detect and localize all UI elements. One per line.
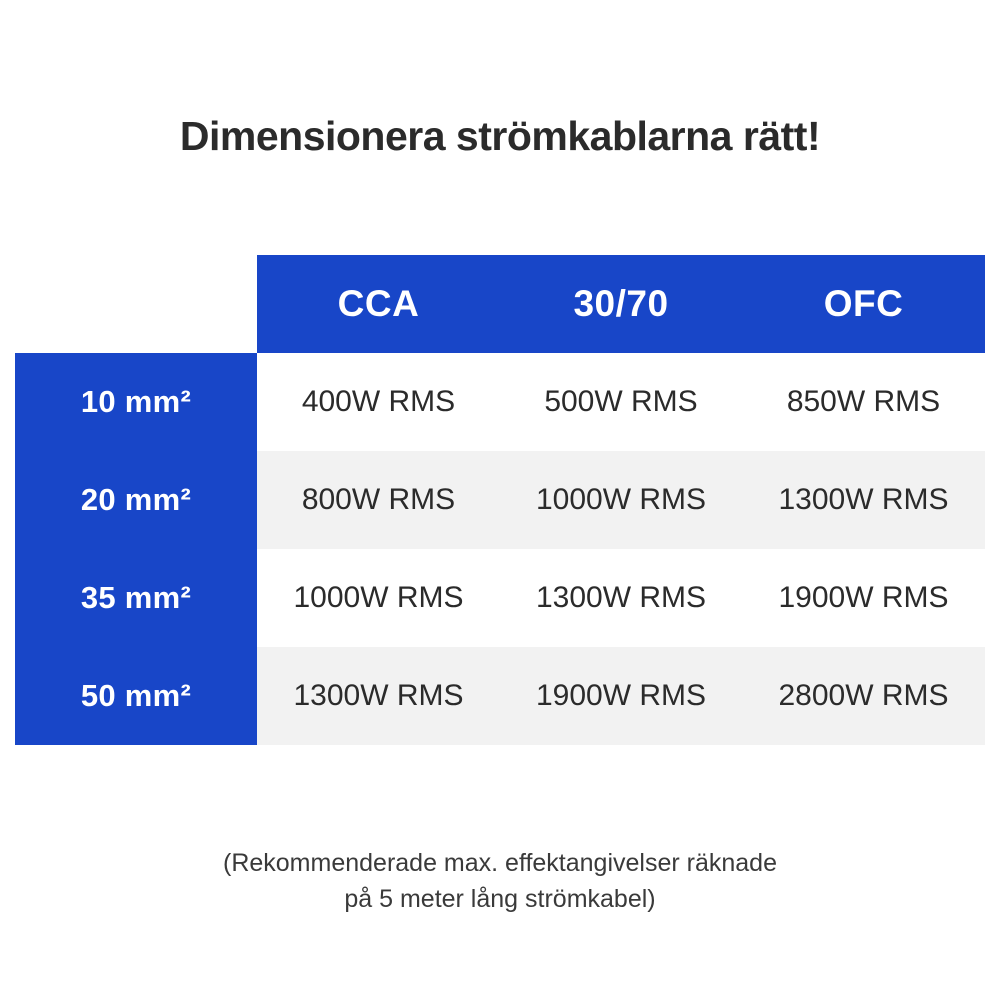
table-corner-cell [15,255,257,353]
cell-35mm2-cca: 1000W RMS [257,549,500,647]
table-row [15,647,985,745]
page-title: Dimensionera strömkablarna rätt! [179,113,821,159]
column-header-ofc: OFC [742,255,985,353]
cell-50mm2-3070: 1900W RMS [500,647,742,745]
footnote-line-1: (Rekommenderade max. effektangivelser räknade [223,849,777,877]
footnote [0,845,1000,918]
column-header-cca: CCA [257,255,500,353]
cell-35mm2-3070: 1300W RMS [500,549,742,647]
table-row [15,451,985,549]
cell-10mm2-ofc: 850W RMS [742,353,985,451]
row-header-35mm2: 35 mm² [15,549,257,647]
cell-50mm2-ofc: 2800W RMS [742,647,985,745]
table-row [15,549,985,647]
row-header-20mm2: 20 mm² [15,451,257,549]
cell-35mm2-ofc: 1900W RMS [742,549,985,647]
cell-10mm2-3070: 500W RMS [500,353,742,451]
cell-20mm2-ofc: 1300W RMS [742,451,985,549]
cell-10mm2-cca: 400W RMS [257,353,500,451]
cable-power-table-wrapper [15,255,985,745]
footnote-line-2: på 5 meter lång strömkabel) [344,885,656,914]
row-header-50mm2: 50 mm² [15,647,257,745]
cell-20mm2-3070: 1000W RMS [500,451,742,549]
cell-50mm2-cca: 1300W RMS [257,647,500,745]
row-header-10mm2: 10 mm² [15,353,257,451]
table-header-row [15,255,985,353]
cable-power-table [15,255,985,745]
cell-20mm2-cca: 800W RMS [257,451,500,549]
table-row [15,353,985,451]
column-header-3070: 30/70 [500,255,742,353]
